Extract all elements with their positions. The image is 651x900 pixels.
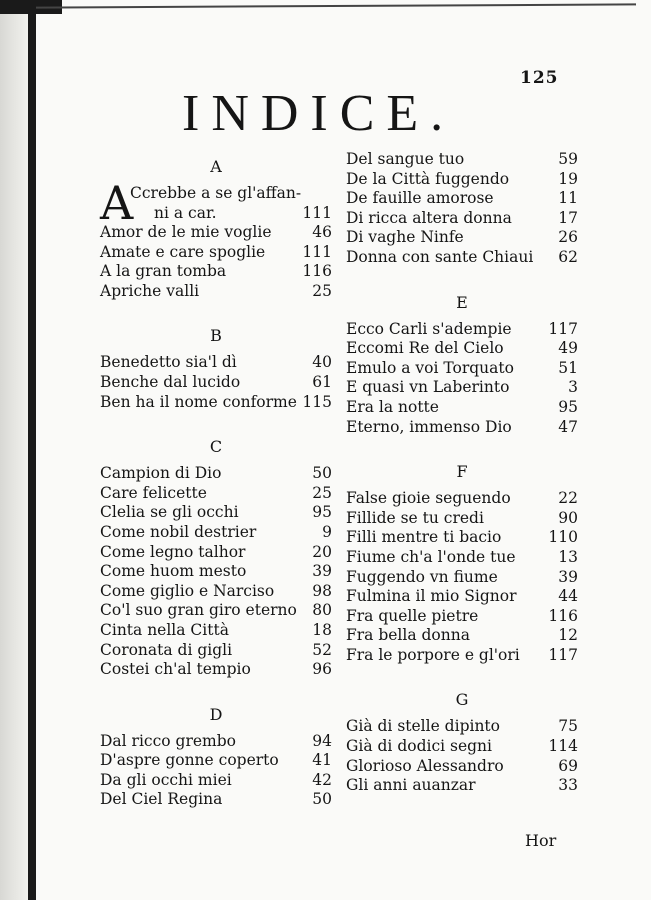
entry-page-number: 111 xyxy=(302,242,332,261)
entry-title: Già di stelle dipinto xyxy=(346,717,500,736)
index-entry xyxy=(100,601,332,621)
entry-page-number: 50 xyxy=(312,790,332,809)
entry-title: Come giglio e Narciso xyxy=(100,581,275,600)
entry-title: Dal ricco grembo xyxy=(100,731,236,750)
entry-title: De la Città fuggendo xyxy=(346,169,510,188)
index-entry xyxy=(100,790,332,810)
entry-title: Amate e care spoglie xyxy=(100,242,266,261)
entry-title: Costei ch'al tempio xyxy=(100,660,251,679)
index-entry xyxy=(100,393,332,413)
entry-title: False gioie seguendo xyxy=(346,489,511,508)
index-entry xyxy=(346,776,578,796)
entry-page-number: 11 xyxy=(558,189,578,208)
binding-spine xyxy=(28,0,36,900)
entry-page-number: 117 xyxy=(548,645,578,664)
entry-title: Coronata di gigli xyxy=(100,640,233,659)
entry-title: Amor de le mie voglie xyxy=(100,223,272,241)
entry-page-number: 44 xyxy=(558,587,578,606)
entry-page-number: 41 xyxy=(312,751,332,770)
entry-page-number: 110 xyxy=(548,528,578,547)
index-entry xyxy=(346,150,578,170)
entry-page-number: 116 xyxy=(302,262,332,281)
entry-page-number: 25 xyxy=(312,483,332,502)
entry-page-number: 3 xyxy=(568,378,578,397)
entry-title: Fillide se tu credi xyxy=(346,508,484,527)
index-entry xyxy=(346,418,578,438)
entry-page-number: 90 xyxy=(558,508,578,527)
entry-page-number: 33 xyxy=(558,776,578,795)
index-entry xyxy=(346,568,578,588)
index-entry xyxy=(100,262,332,282)
index-entry xyxy=(346,398,578,418)
entry-title: Fiume ch'a l'onde tue xyxy=(346,547,516,566)
entry-title: Da gli occhi miei xyxy=(100,770,232,789)
top-rule xyxy=(36,3,636,8)
index-entry xyxy=(100,503,332,523)
entry-title: Eterno, immenso Dio xyxy=(346,417,512,436)
index-entry xyxy=(346,757,578,777)
index-entry xyxy=(346,359,578,379)
entry-title: Già di dodici segni xyxy=(346,737,493,756)
index-entry xyxy=(100,771,332,791)
page-title: INDICE. xyxy=(182,85,456,142)
entry-page-number: 111 xyxy=(302,203,332,222)
entry-page-number: 47 xyxy=(558,417,578,436)
dropcap-letter: A xyxy=(100,176,134,230)
entry-page-number: 40 xyxy=(312,353,332,372)
index-entry xyxy=(346,209,578,229)
entry-title: Gli anni auanzar xyxy=(346,776,476,795)
entry-page-number: 20 xyxy=(312,542,332,561)
entry-title: Del Ciel Regina xyxy=(100,790,223,809)
index-entry xyxy=(100,523,332,543)
entry-page-number: 18 xyxy=(312,620,332,639)
index-entry xyxy=(346,646,578,666)
entry-title: Come nobil destrier xyxy=(100,522,257,541)
section-gap xyxy=(100,680,332,698)
index-entry xyxy=(346,228,578,248)
index-column-right xyxy=(346,150,578,796)
index-entry xyxy=(346,378,578,398)
section-gap xyxy=(346,437,578,455)
entry-title: De fauille amorose xyxy=(346,189,494,208)
index-entry xyxy=(100,243,332,263)
index-entry xyxy=(346,489,578,509)
index-entry xyxy=(100,621,332,641)
entry-page-number: 46 xyxy=(312,223,332,241)
entry-page-number: 19 xyxy=(558,169,578,188)
index-entry xyxy=(100,582,332,602)
index-entry xyxy=(100,282,332,302)
index-entry xyxy=(346,320,578,340)
entry-page-number: 116 xyxy=(548,606,578,625)
entry-title: Benedetto sia'l dì xyxy=(100,353,237,372)
entry-title: Filli mentre ti bacio xyxy=(346,528,502,547)
entry-title-line2: ni a car. xyxy=(154,203,217,222)
index-entry xyxy=(100,543,332,563)
entry-page-number: 80 xyxy=(312,601,332,620)
entry-title: Di vaghe Ninfe xyxy=(346,228,464,247)
index-entry xyxy=(100,484,332,504)
entry-page-number: 95 xyxy=(312,503,332,522)
entry-title: Clelia se gli occhi xyxy=(100,503,239,522)
entry-page-number: 50 xyxy=(312,464,332,483)
entry-title: Come huom mesto xyxy=(100,562,247,581)
section-letter: E xyxy=(456,292,468,312)
entry-title: D'aspre gonne coperto xyxy=(100,751,279,770)
index-entry xyxy=(100,223,332,243)
entry-title: Era la notte xyxy=(346,397,439,416)
entry-page-number: 25 xyxy=(312,281,332,300)
entry-page-number: 51 xyxy=(558,358,578,377)
entry-page-number: 94 xyxy=(312,731,332,750)
entry-title: Co'l suo gran giro eterno xyxy=(100,601,297,620)
gutter-shadow xyxy=(0,0,30,900)
entry-title-line1: Ccrebbe a se gl'affan- xyxy=(130,184,302,202)
index-entry xyxy=(346,248,578,268)
entry-page-number: 62 xyxy=(558,247,578,266)
index-entry xyxy=(346,509,578,529)
entry-title: Glorioso Alessandro xyxy=(346,756,504,775)
entry-title: Apriche valli xyxy=(100,281,200,300)
entry-page-number: 59 xyxy=(558,150,578,168)
entry-title: Fra bella donna xyxy=(346,626,470,645)
entry-title: Ecco Carli s'adempie xyxy=(346,319,512,338)
index-entry xyxy=(100,353,332,373)
entry-title: A la gran tomba xyxy=(100,262,227,281)
index-entry xyxy=(346,170,578,190)
entry-title: Care felicette xyxy=(100,483,207,502)
index-entry-dropcap xyxy=(100,176,332,230)
index-entry xyxy=(346,626,578,646)
index-column-left xyxy=(100,150,332,810)
index-entry xyxy=(346,737,578,757)
entry-page-number: 61 xyxy=(312,372,332,391)
entry-title: Di ricca altera donna xyxy=(346,208,512,227)
section-gap xyxy=(100,301,332,319)
entry-title: Fra le porpore e gl'ori xyxy=(346,645,520,664)
index-entry xyxy=(100,464,332,484)
entry-page-number: 39 xyxy=(558,567,578,586)
index-entry xyxy=(100,641,332,661)
index-entry xyxy=(346,548,578,568)
entry-page-number: 17 xyxy=(558,208,578,227)
entry-title: Come legno talhor xyxy=(100,542,246,561)
entry-title: Benche dal lucido xyxy=(100,372,241,391)
entry-page-number: 114 xyxy=(548,737,578,756)
section-letter: A xyxy=(210,157,222,176)
index-entry xyxy=(100,660,332,680)
index-entry xyxy=(346,339,578,359)
section-gap xyxy=(346,268,578,286)
entry-page-number: 12 xyxy=(558,626,578,645)
entry-page-number: 69 xyxy=(558,756,578,775)
section-letter: F xyxy=(456,462,468,482)
entry-title: E quasi vn Laberinto xyxy=(346,378,510,397)
entry-title: Fuggendo vn fiume xyxy=(346,567,498,586)
section-gap xyxy=(100,412,332,430)
page-number: 125 xyxy=(520,68,559,88)
section-letter: C xyxy=(209,437,223,457)
entry-page-number: 49 xyxy=(558,339,578,358)
index-entry xyxy=(100,751,332,771)
entry-page-number: 98 xyxy=(312,581,332,600)
entry-title: Eccomi Re del Cielo xyxy=(346,339,504,358)
entry-page-number: 22 xyxy=(558,489,578,508)
index-entry xyxy=(346,717,578,737)
index-entry xyxy=(346,528,578,548)
index-entry xyxy=(100,373,332,393)
entry-page-number: 9 xyxy=(322,522,332,541)
index-entry xyxy=(346,189,578,209)
entry-page-number: 117 xyxy=(548,319,578,338)
entry-page-number: 96 xyxy=(312,660,332,679)
entry-page-number: 52 xyxy=(312,640,332,659)
entry-page-number: 75 xyxy=(558,717,578,736)
entry-page-number: 95 xyxy=(558,397,578,416)
index-entry xyxy=(100,732,332,752)
entry-title: Emulo a voi Torquato xyxy=(346,358,514,377)
index-entry xyxy=(346,587,578,607)
index-entry xyxy=(100,562,332,582)
entry-title: Campion di Dio xyxy=(100,464,222,483)
section-gap xyxy=(346,665,578,683)
entry-title: Cinta nella Città xyxy=(100,620,229,639)
entry-title: Del sangue tuo xyxy=(346,150,465,168)
entry-page-number: 42 xyxy=(312,770,332,789)
section-letter: G xyxy=(455,690,469,710)
catchword: Hor xyxy=(525,831,557,850)
entry-page-number: 39 xyxy=(312,562,332,581)
entry-page-number: 13 xyxy=(558,547,578,566)
entry-title: Ben ha il nome conforme xyxy=(100,392,297,411)
index-entry xyxy=(346,607,578,627)
section-letter: D xyxy=(209,704,223,724)
entry-title: Fra quelle pietre xyxy=(346,606,479,625)
section-letter: B xyxy=(210,326,222,346)
entry-title: Donna con sante Chiaui xyxy=(346,247,534,266)
entry-page-number: 26 xyxy=(558,228,578,247)
entry-title: Fulmina il mio Signor xyxy=(346,587,517,606)
entry-page-number: 115 xyxy=(302,392,332,411)
